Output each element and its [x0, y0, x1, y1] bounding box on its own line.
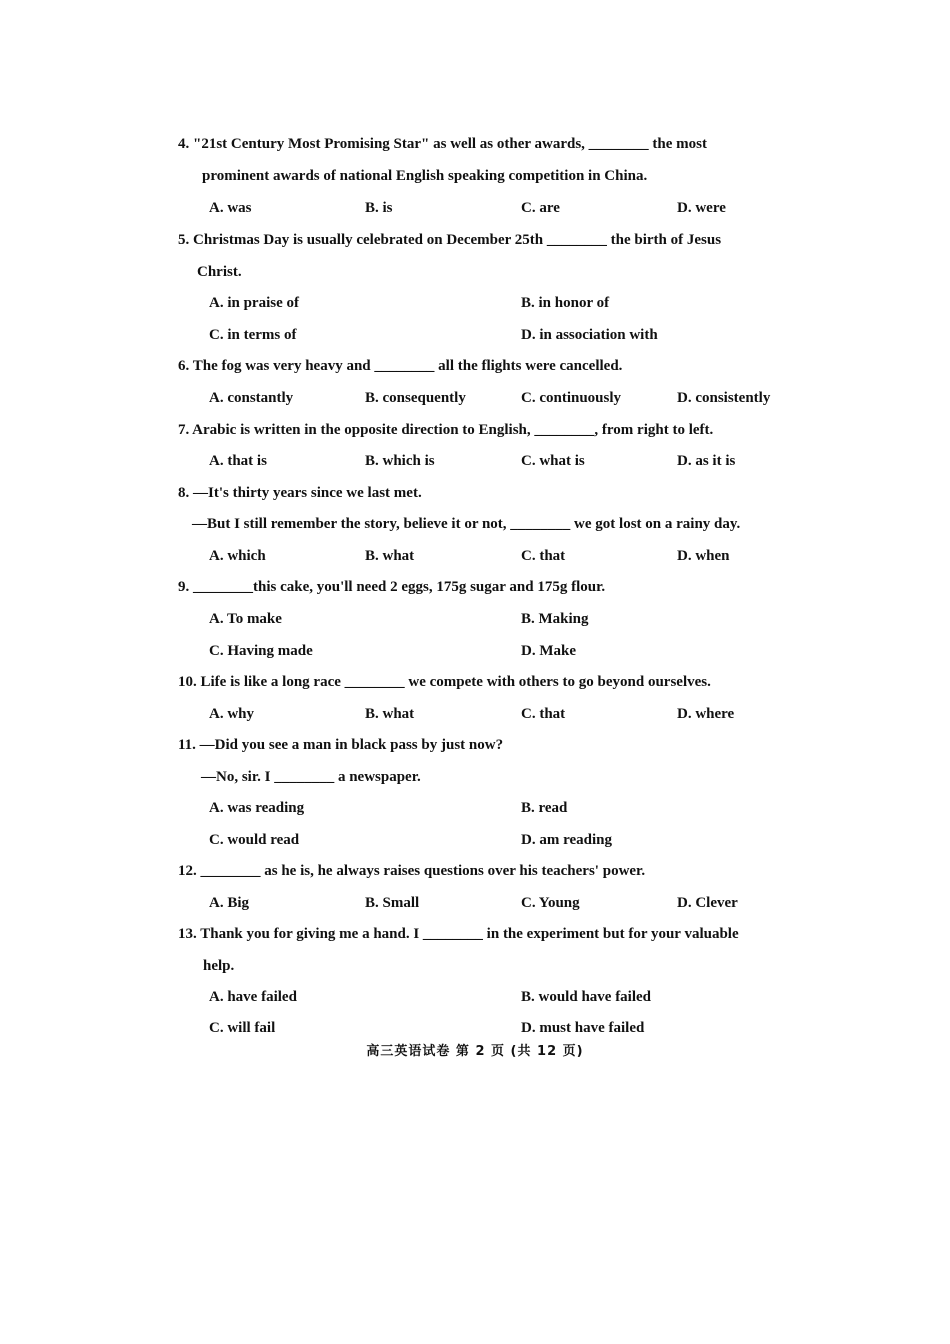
question-4-line-2: prominent awards of national English speaking competition in China.: [202, 168, 648, 184]
question-13-line-1: 13. Thank you for giving me a hand. I ________ in the experiment but for your valuable: [178, 926, 739, 942]
question-5-line-1: 5. Christmas Day is usually celebrated on December 25th ________ the birth of Jesus: [178, 232, 722, 248]
question-6-option-d: D. consistently: [677, 390, 771, 406]
question-4-option-d: D. were: [677, 200, 726, 216]
question-8-option-d: D. when: [677, 548, 730, 564]
question-5-option-d: D. in association with: [521, 327, 658, 343]
question-12-option-c: C. Young: [521, 895, 580, 911]
question-6-option-b: B. consequently: [365, 390, 466, 406]
question-9-line-1: 9. ________this cake, you'll need 2 eggs, 175g sugar and 175g flour.: [178, 579, 606, 595]
question-7-option-d: D. as it is: [677, 453, 736, 469]
question-9-option-b: B. Making: [521, 611, 589, 627]
question-6-option-a: A. constantly: [209, 390, 294, 406]
page-footer: 高三英语试卷 第 2 页 (共 12 页): [366, 1044, 584, 1059]
question-10-line-1: 10. Life is like a long race ________ we compete with others to go beyond ourselves.: [178, 674, 711, 690]
question-13-option-b: B. would have failed: [521, 989, 652, 1005]
question-13-option-c: C. will fail: [209, 1020, 276, 1036]
question-9-option-d: D. Make: [521, 643, 576, 659]
question-12-option-d: D. Clever: [677, 895, 738, 911]
question-4-option-c: C. are: [521, 200, 560, 216]
question-13-option-d: D. must have failed: [521, 1020, 645, 1036]
question-12-option-b: B. Small: [365, 895, 420, 911]
question-11-option-d: D. am reading: [521, 832, 612, 848]
question-7-option-a: A. that is: [209, 453, 267, 469]
question-9-option-a: A. To make: [209, 611, 282, 627]
question-11-line-1: 11. —Did you see a man in black pass by just now?: [178, 737, 504, 753]
question-10-option-d: D. where: [677, 706, 735, 722]
question-11-option-c: C. would read: [209, 832, 300, 848]
question-13-option-a: A. have failed: [209, 989, 297, 1005]
question-7-option-b: B. which is: [365, 453, 435, 469]
question-13-line-2: help.: [203, 958, 235, 974]
question-8-option-b: B. what: [365, 548, 415, 564]
question-9-option-c: C. Having made: [209, 643, 313, 659]
question-8-option-c: C. that: [521, 548, 566, 564]
question-8-option-a: A. which: [209, 548, 266, 564]
question-11-line-2: —No, sir. I ________ a newspaper.: [201, 769, 421, 785]
question-12-option-a: A. Big: [209, 895, 250, 911]
question-10-option-b: B. what: [365, 706, 415, 722]
question-4-option-b: B. is: [365, 200, 393, 216]
question-5-option-b: B. in honor of: [521, 295, 610, 311]
question-10-option-c: C. that: [521, 706, 566, 722]
question-12-line-1: 12. ________ as he is, he always raises questions over his teachers' power.: [178, 863, 646, 879]
question-7-line-1: 7. Arabic is written in the opposite direction to English, ________, from right to left.: [178, 422, 714, 438]
question-10-option-a: A. why: [209, 706, 255, 722]
question-5-option-a: A. in praise of: [209, 295, 299, 311]
question-6-option-c: C. continuously: [521, 390, 622, 406]
question-5-option-c: C. in terms of: [209, 327, 297, 343]
question-4-line-1: 4. "21st Century Most Promising Star" as well as other awards, ________ the most: [178, 136, 707, 152]
question-7-option-c: C. what is: [521, 453, 585, 469]
question-11-option-a: A. was reading: [209, 800, 305, 816]
question-5-line-2: Christ.: [197, 264, 242, 280]
question-6-line-1: 6. The fog was very heavy and ________ all the flights were cancelled.: [178, 358, 623, 374]
question-8-line-1: 8. —It's thirty years since we last met.: [178, 485, 422, 501]
question-8-line-2: —But I still remember the story, believe it or not, ________ we got lost on a rainy day.: [192, 516, 741, 532]
question-11-option-b: B. read: [521, 800, 568, 816]
question-4-option-a: A. was: [209, 200, 252, 216]
